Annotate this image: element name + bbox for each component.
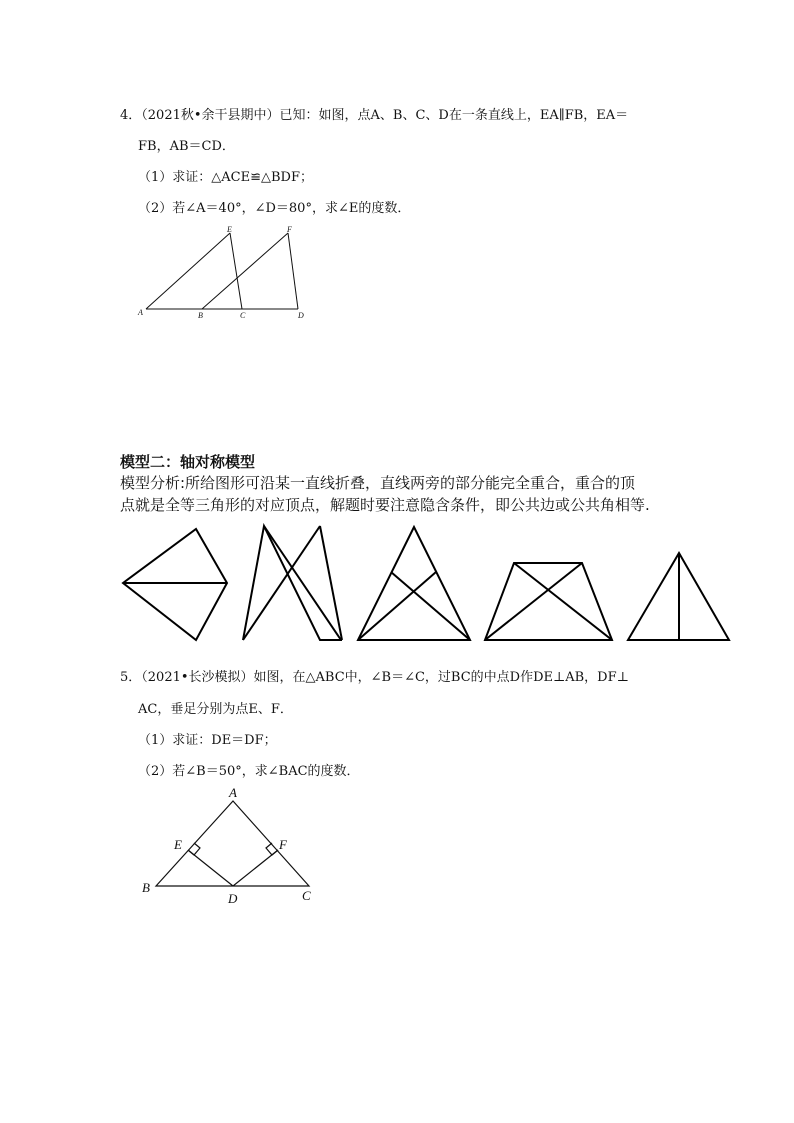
p5-label-B: B [142,880,150,895]
problem4-question2: （2）若∠A＝40°，∠D＝80°，求∠E的度数． [138,201,411,216]
p4-label-D: D [298,311,304,320]
problem5-statement-line1: 5．（2021•长沙模拟）如图，在△ABC中，∠B＝∠C，过BC的中点D作DE⊥AB，DF⊥ [120,670,629,685]
p5-label-A: A [229,785,237,800]
p5-label-F: F [279,837,287,852]
problem4-question1: （1）求证：△ACE≌△BDF； [138,170,313,185]
p4-label-F: F [287,225,292,234]
p5-segment-DE [188,850,233,886]
problem5-statement-line2: AC，垂足分别为点E、F． [138,702,293,717]
problem4-statement-line2: FB，AB＝CD． [138,139,235,154]
problem5-question2: （2）若∠B＝50°，求∠BAC的度数． [138,764,360,779]
model2-analysis-line1: 模型分析:所给图形可沿某一直线折叠，直线两旁的部分能完全重合，重合的顶 [120,474,636,492]
model2-analysis-line2: 点就是全等三角形的对应顶点，解题时要注意隐含条件，即公共边或公共角相等. [120,496,650,514]
model2-heading: 模型二：轴对称模型 [120,453,256,471]
p5-label-C: C [302,888,311,903]
p4-label-C: C [240,311,246,320]
p5-label-D: D [228,891,238,906]
p4-label-B: B [198,311,203,320]
p4-label-A: A [138,308,143,317]
problem5-question1: （1）求证：DE＝DF； [138,733,277,748]
p4-label-E: E [227,225,232,234]
problem4-statement-line1: 4．（2021秋•余干县期中）已知：如图，点A、B、C、D在一条直线上，EA∥FB，EA＝ [120,108,629,123]
p5-segment-DF [233,850,278,886]
p5-label-E: E [174,837,182,852]
